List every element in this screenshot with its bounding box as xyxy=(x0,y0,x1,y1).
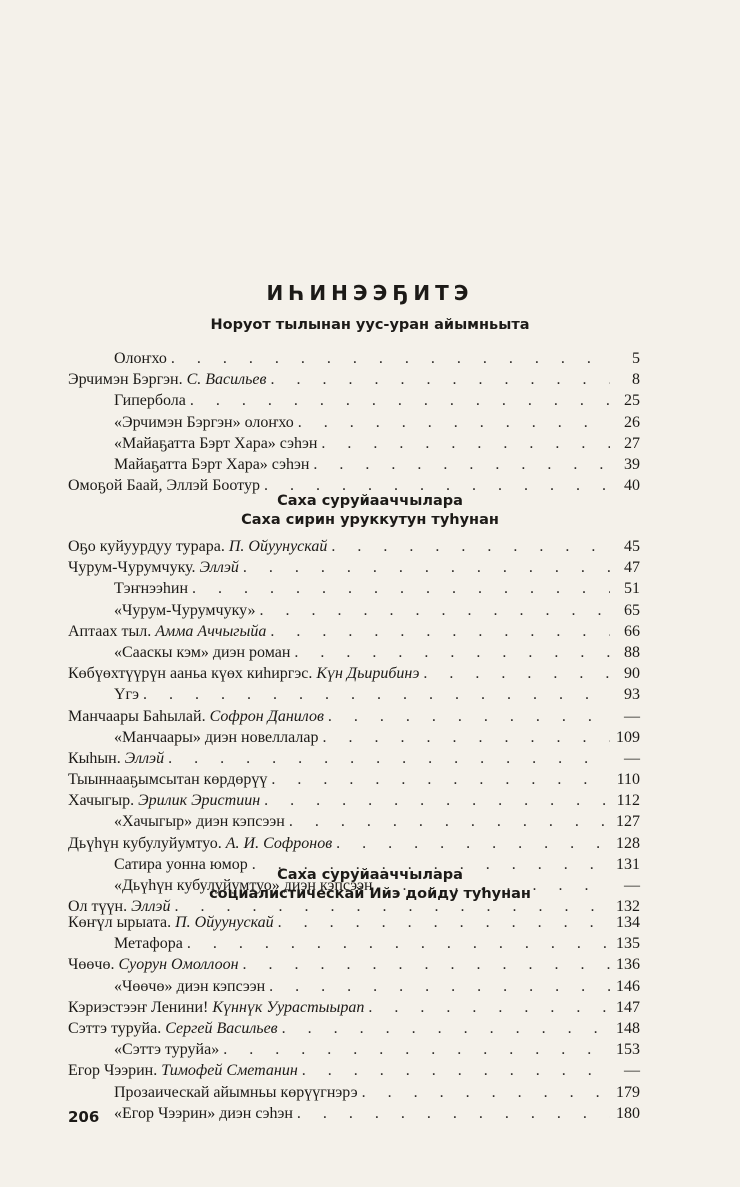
page-title: ИҺИНЭЭҔИТЭ xyxy=(266,281,474,305)
toc-entry-title xyxy=(68,750,164,768)
entry-title-text: «Манчаары» диэн новеллалар xyxy=(114,728,319,746)
dot-leader xyxy=(322,729,610,747)
toc-entry-title xyxy=(68,771,267,789)
entry-page-number: 180 xyxy=(616,1104,640,1122)
dot-leader xyxy=(192,580,610,598)
toc-entry xyxy=(68,935,640,956)
entry-title-text: Омоҕой Баай, Эллэй Боотур xyxy=(68,477,260,495)
toc-entry xyxy=(68,435,640,456)
toc-entry xyxy=(68,1041,640,1062)
entry-author: Эллэй xyxy=(124,749,165,767)
entry-author: Тимофей Сметанин xyxy=(161,1062,298,1080)
section-heading-line: социалистическай Ийэ дойду туһунан xyxy=(209,886,531,902)
entry-title-text: «Майаҕатта Бэрт Хара» сэһэн xyxy=(114,434,318,452)
dot-leader xyxy=(331,538,610,556)
entry-page-number: 136 xyxy=(616,956,640,974)
entry-page-number: 93 xyxy=(624,686,640,704)
toc-entry-title xyxy=(68,580,188,598)
toc-entry-title xyxy=(68,708,324,726)
entry-title-text: Көбүөхтүүрүн ааньа күөх киһиргэс. xyxy=(68,665,317,683)
dot-leader xyxy=(243,956,610,974)
entry-author: Күннүк Уурастыырап xyxy=(212,998,365,1016)
toc-entry xyxy=(68,602,640,623)
entry-author: Эллэй xyxy=(199,559,239,577)
entry-author: А. И. Софронов xyxy=(225,834,333,852)
entry-title-text: Тэҥнээһин xyxy=(114,580,189,598)
toc-entry xyxy=(68,559,640,580)
entry-page-number: 109 xyxy=(616,728,640,746)
toc-entry-title xyxy=(68,686,139,704)
toc-entry-title xyxy=(68,1020,278,1038)
entry-title-text: Хачыгыр. xyxy=(68,792,139,810)
entry-title-text: Сатира уонна юмор xyxy=(114,855,248,873)
entry-page-number: 27 xyxy=(624,434,640,452)
entry-page-number: 88 xyxy=(624,643,640,661)
toc-entry xyxy=(68,1062,640,1083)
toc-entry xyxy=(68,708,640,729)
toc-entry-title xyxy=(68,956,239,974)
toc-entry xyxy=(68,750,640,771)
toc-entry-title xyxy=(68,644,290,662)
toc-entry xyxy=(68,914,640,935)
entry-title-text: Манчаары Баһылай. xyxy=(68,707,210,725)
toc-entry-title xyxy=(68,813,285,831)
toc-entry xyxy=(68,392,640,413)
dot-leader xyxy=(190,392,610,410)
toc-entry xyxy=(68,813,640,834)
entry-title-text: Майаҕатта Бэрт Хара» сэһэн xyxy=(114,455,310,473)
entry-title-text: Үгэ xyxy=(114,686,139,704)
toc-entry-title xyxy=(68,623,266,641)
entry-page-number: 45 xyxy=(624,538,640,555)
entry-title-text: Кыһын. xyxy=(68,749,125,767)
entry-page-number: 148 xyxy=(616,1019,640,1037)
dot-leader xyxy=(302,1062,610,1080)
entry-page-number: 132 xyxy=(616,898,640,916)
entry-author: Софрон Данилов xyxy=(209,707,324,725)
dot-leader xyxy=(423,665,610,683)
section-heading-past xyxy=(0,492,740,530)
entry-title-text: Тыыннааҕымсытан көрдөрүү xyxy=(68,771,268,789)
toc-entry xyxy=(68,414,640,435)
entry-page-number: — xyxy=(624,877,640,894)
entry-author: Эрилик Эристиин xyxy=(138,792,261,810)
entry-page-number: 26 xyxy=(624,413,640,431)
dot-leader xyxy=(328,708,610,726)
entry-title-text: Оҕо куйуурдуу турара. xyxy=(68,538,229,555)
toc-entry xyxy=(68,623,640,644)
entry-title-text: «Чөөчө» диэн кэпсээн xyxy=(114,977,266,995)
toc-entry xyxy=(68,1105,640,1126)
entry-author: П. Ойуунускай xyxy=(175,914,274,931)
entry-title-text: «Эрчимэн Бэргэн» олоҥхо xyxy=(114,413,294,431)
entry-author: Күн Дьирибинэ xyxy=(316,665,420,683)
toc-entry xyxy=(68,956,640,977)
entry-page-number: 153 xyxy=(616,1041,640,1059)
dot-leader xyxy=(368,999,610,1017)
entry-page-number: 51 xyxy=(624,580,640,598)
dot-leader xyxy=(264,792,610,810)
toc-entry-title xyxy=(68,978,265,996)
toc-entry xyxy=(68,580,640,601)
entry-title-text: «Сэттэ туруйа» xyxy=(114,1041,220,1059)
entry-title-text: Чөөчө. xyxy=(68,956,119,974)
entry-title-text: «Егор Чээрин» диэн сэһэн xyxy=(114,1104,293,1122)
entry-title-text: Көҥүл ырыата. xyxy=(68,914,176,931)
entry-title-text: Аптаах тыл. xyxy=(68,622,156,640)
toc-entry xyxy=(68,686,640,707)
section-heading-line: Норуот тылынан уус-уран айымньыта xyxy=(210,317,530,333)
toc-entry-title xyxy=(68,665,419,683)
toc-entry-title xyxy=(68,999,364,1017)
entry-title-text: Прозаическай айымньы көрүүгнэрэ xyxy=(114,1083,358,1101)
toc-entry xyxy=(68,729,640,750)
entry-author: Амма Аччыгыйа xyxy=(155,622,267,640)
toc-entry-title xyxy=(68,792,260,810)
entry-page-number: 179 xyxy=(616,1083,640,1101)
entry-page-number: 65 xyxy=(624,601,640,619)
entry-title-text: Сэттэ туруйа. xyxy=(68,1019,166,1037)
dot-leader xyxy=(298,414,610,432)
toc-entry-title xyxy=(68,392,186,410)
toc-entry xyxy=(68,999,640,1020)
toc-entry xyxy=(68,644,640,665)
entry-page-number: 66 xyxy=(624,622,640,640)
toc-list-past xyxy=(68,538,640,919)
entry-author: Сергей Васильев xyxy=(165,1019,278,1037)
toc-entry-title xyxy=(68,559,239,577)
dot-leader xyxy=(223,1041,610,1059)
entry-author: П. Ойуунускай xyxy=(228,538,328,555)
entry-title-text: Кэриэстээҥ Ленини! xyxy=(68,998,213,1016)
entry-title-text: «Дьүһүн кубулуйумтуо» диэн кэпсээн xyxy=(114,877,373,894)
toc-entry-title xyxy=(68,435,317,453)
section-heading-socialist xyxy=(0,866,740,904)
entry-page-number: — xyxy=(624,749,640,767)
toc-entry-title xyxy=(68,414,294,432)
dot-leader xyxy=(313,456,610,474)
entry-page-number: 112 xyxy=(616,792,640,810)
entry-title-text: Эрчимэн Бэргэн. xyxy=(68,371,187,389)
dot-leader xyxy=(297,1105,610,1123)
dot-leader xyxy=(321,435,610,453)
toc-entry-title xyxy=(68,538,327,556)
entry-title-text: «Хачыгыр» диэн кэпсээн xyxy=(114,813,285,831)
toc-entry-title xyxy=(68,456,309,474)
entry-title-text: «Чурум-Чурумчуку» xyxy=(114,601,256,619)
dot-leader xyxy=(270,623,610,641)
dot-leader xyxy=(278,914,610,932)
entry-title-text: Дьүһүн кубулуйумтуо. xyxy=(68,834,226,852)
entry-title-text: Ол түүн. xyxy=(68,898,132,916)
toc-entry xyxy=(68,1020,640,1041)
toc-entry xyxy=(68,350,640,371)
dot-leader xyxy=(294,644,610,662)
toc-entry-title xyxy=(68,1084,358,1102)
entry-page-number: 8 xyxy=(632,371,640,389)
entry-page-number: 25 xyxy=(624,392,640,410)
dot-leader xyxy=(269,978,610,996)
section-heading-line: Саха суруйааччылара xyxy=(277,867,463,883)
entry-title-text: «Сааскы кэм» диэн роман xyxy=(114,643,291,661)
toc-entry xyxy=(68,771,640,792)
entry-page-number: 128 xyxy=(616,834,640,852)
entry-page-number: 40 xyxy=(624,477,640,495)
dot-leader xyxy=(187,935,610,953)
section-heading-folk xyxy=(0,316,740,335)
entry-page-number: — xyxy=(624,707,640,725)
dot-leader xyxy=(270,371,610,389)
entry-title-text: Гипербола xyxy=(114,392,186,410)
entry-page-number: 134 xyxy=(616,914,640,931)
entry-title-text: Олоҥхо xyxy=(114,350,167,367)
dot-leader xyxy=(171,350,610,368)
toc-entry xyxy=(68,978,640,999)
dot-leader xyxy=(143,686,610,704)
entry-page-number: 90 xyxy=(624,665,640,683)
entry-title-text: Чурум-Чурумчуку. xyxy=(68,559,200,577)
entry-page-number: — xyxy=(624,1062,640,1080)
toc-entry xyxy=(68,665,640,686)
entry-title-text: Метафора xyxy=(114,935,183,953)
toc-entry-title xyxy=(68,729,318,747)
entry-page-number: 39 xyxy=(624,455,640,473)
entry-author: Эллэй xyxy=(131,898,171,916)
dot-leader xyxy=(362,1084,610,1102)
entry-page-number: 47 xyxy=(624,559,640,577)
toc-entry-title xyxy=(68,602,256,620)
dot-leader xyxy=(260,602,610,620)
dot-leader xyxy=(336,835,610,853)
entry-page-number: 131 xyxy=(616,855,640,873)
toc-list-folk xyxy=(68,350,640,498)
dot-leader xyxy=(271,771,610,789)
dot-leader xyxy=(168,750,610,768)
toc-entry-title xyxy=(68,371,266,389)
toc-entry xyxy=(68,538,640,559)
dot-leader xyxy=(243,559,610,577)
entry-author: Суорун Омоллоон xyxy=(118,956,239,974)
toc-entry-title xyxy=(68,835,332,853)
dot-leader xyxy=(289,813,610,831)
toc-entry-title xyxy=(68,1105,293,1123)
toc-entry xyxy=(68,835,640,856)
toc-entry-title xyxy=(68,1062,298,1080)
entry-title-text: Егор Чээрин. xyxy=(68,1062,162,1080)
toc-entry-title xyxy=(68,1041,219,1059)
toc-entry xyxy=(68,371,640,392)
toc-entry xyxy=(68,792,640,813)
page-number: 206 xyxy=(68,1108,100,1126)
dot-leader xyxy=(282,1020,610,1038)
toc-entry xyxy=(68,1084,640,1105)
entry-page-number: 110 xyxy=(616,771,640,789)
entry-author: С. Васильев xyxy=(186,371,267,389)
toc-entry-title xyxy=(68,914,274,932)
toc-entry xyxy=(68,456,640,477)
entry-page-number: 147 xyxy=(616,998,640,1016)
entry-page-number: 146 xyxy=(616,977,640,995)
toc-entry-title xyxy=(68,350,167,368)
entry-page-number: 135 xyxy=(616,935,640,953)
toc-entry-title xyxy=(68,935,183,953)
section-heading-line: Саха сирин уруккутун туһунан xyxy=(241,512,499,528)
toc-list-socialist xyxy=(68,914,640,1126)
section-heading-line: Саха суруйааччылара xyxy=(277,493,463,509)
entry-page-number: 5 xyxy=(632,350,640,367)
entry-page-number: 127 xyxy=(616,813,640,831)
